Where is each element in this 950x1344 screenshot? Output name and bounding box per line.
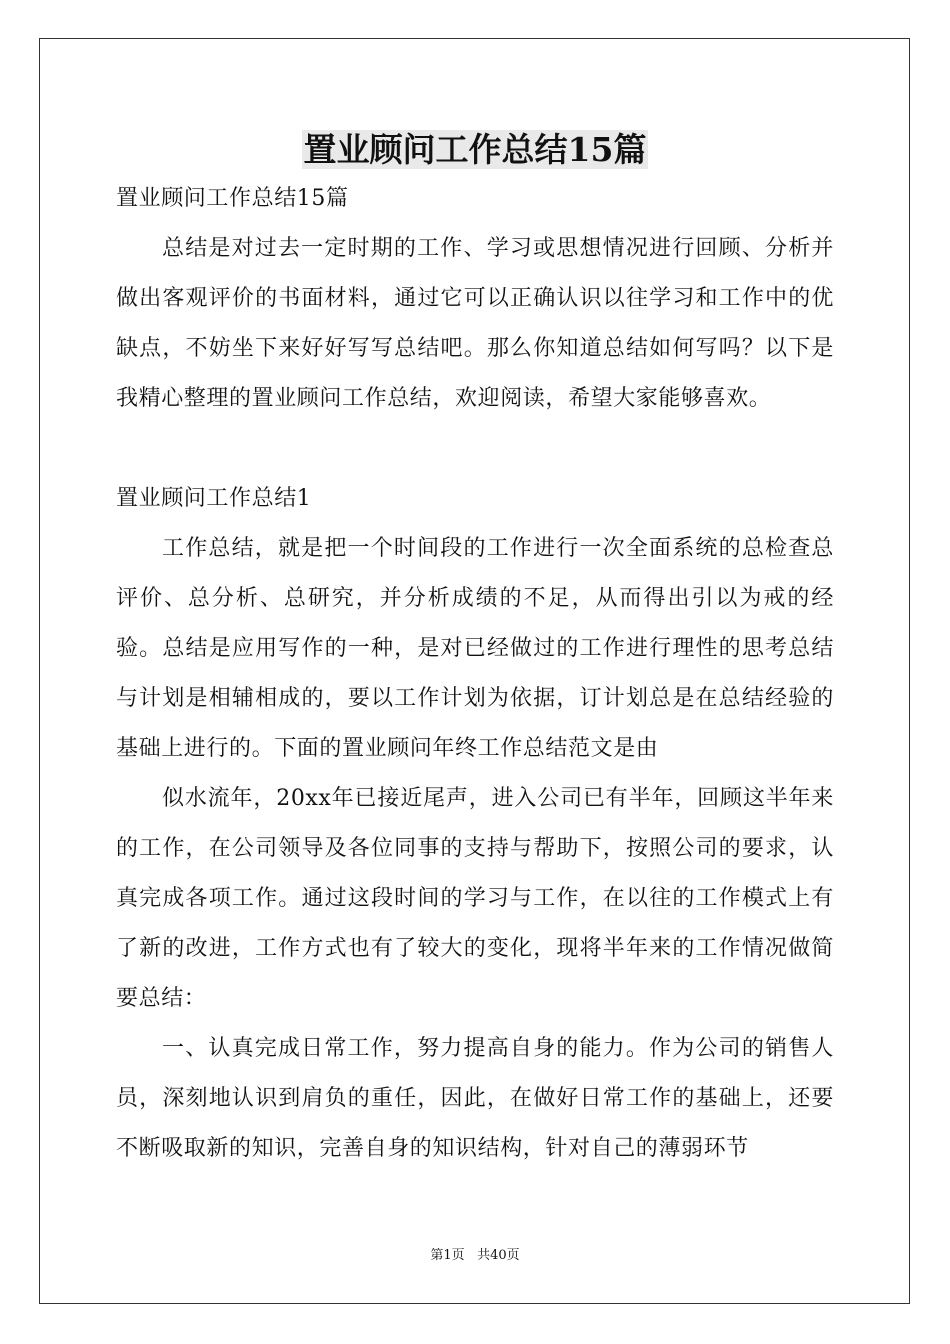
body-paragraph-2: 似水流年，20xx年已接近尾声，进入公司已有半年，回顾这半年来的工作，在公司领导及各位同事的支持与帮助下，按照公司的要求，认真完成各项工作。通过这段时间的学习与工作，在以往的工作模式上有了新的改进，工作方式也有了较大的变化，现将半年来的工作情况做简要总结： [116,786,834,1011]
section-heading-1: 置业顾问工作总结1 [116,486,312,511]
subtitle-line: 置业顾问工作总结15篇 [116,186,349,211]
document-title: 置业顾问工作总结15篇 [303,130,647,169]
page-total: 共40页 [477,1248,520,1263]
body-paragraph-1: 工作总结，就是把一个时间段的工作进行一次全面系统的总检查总评价、总分析、总研究，并分析成绩的不足，从而得出引以为戒的经验。总结是应用写作的一种，是对已经做过的工作进行理性的思考总结与计划是相辅相成的，要以工作计划为依据，订计划总是在总结经验的基础上进行的。下面的置业顾问年终工作总结范文是由 [116,536,834,761]
page-number: 第1页 [430,1248,465,1263]
intro-paragraph: 总结是对过去一定时期的工作、学习或思想情况进行回顾、分析并做出客观评价的书面材料，通过它可以正确认识以往学习和工作中的优缺点，不妨坐下来好好写写总结吧。那么你知道总结如何写吗？以下是我精心整理的置业顾问工作总结，欢迎阅读，希望大家能够喜欢。 [116,236,834,411]
page-footer [0,1246,950,1266]
body-paragraph-3: 一、认真完成日常工作，努力提高自身的能力。作为公司的销售人员，深刻地认识到肩负的重任，因此，在做好日常工作的基础上，还要不断吸取新的知识，完善自身的知识结构，针对自己的薄弱环节 [116,1036,834,1161]
